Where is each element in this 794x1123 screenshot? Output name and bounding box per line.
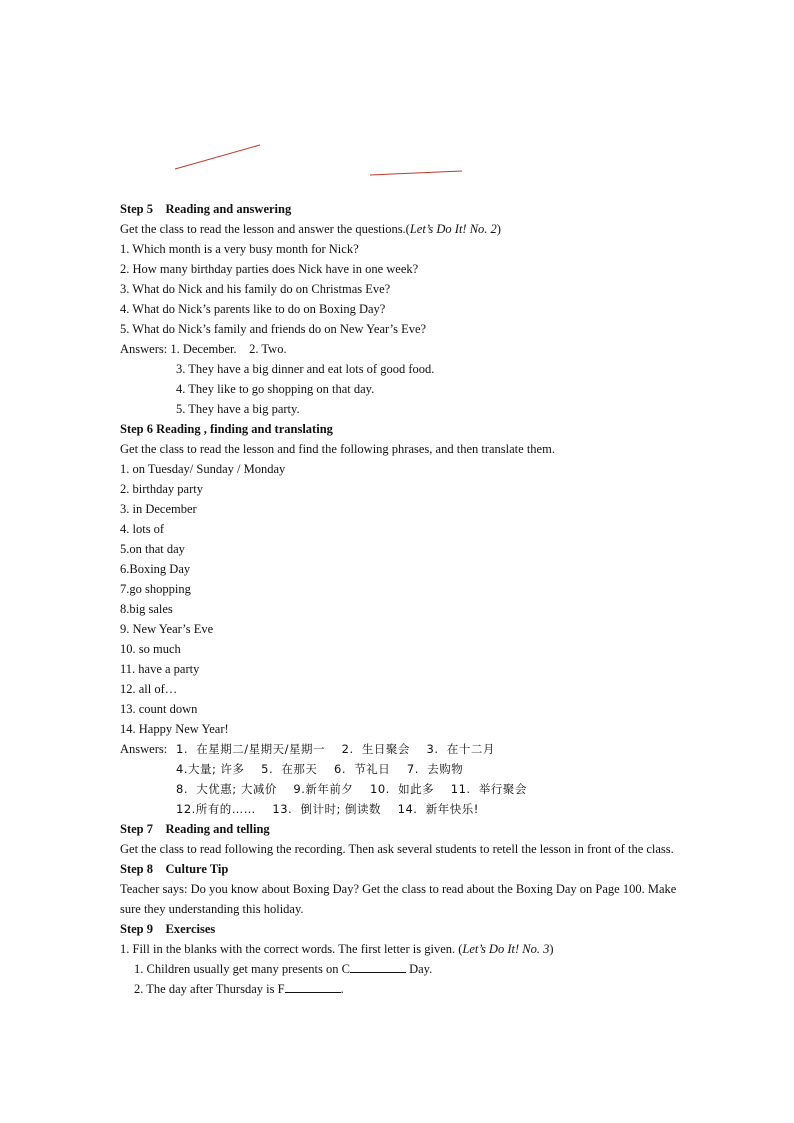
step6-phrase: 1. on Tuesday/ Sunday / Monday bbox=[120, 462, 286, 476]
step5-question: 1. Which month is a very busy month for Nick? bbox=[120, 242, 359, 256]
step8-text: Teacher says: Do you know about Boxing Day? Get the class to read about the Boxing Day on Page 100. Make sure they understanding this holiday. bbox=[120, 882, 677, 916]
step6-phrase: 13. count down bbox=[120, 702, 198, 716]
step6-phrase: 3. in December bbox=[120, 502, 197, 516]
step9-intro: 1. Fill in the blanks with the correct words. The first letter is given. (Let’s Do It! No. 3) bbox=[120, 942, 554, 956]
step6-answers-first: Answers: 1. 在星期二/星期天/星期一 2. 生日聚会 3. 在十二月 bbox=[120, 742, 495, 756]
step6-phrase: 10. so much bbox=[120, 642, 181, 656]
lesson-plan-document bbox=[120, 199, 690, 999]
step5-question: 5. What do Nick’s family and friends do on New Year’s Eve? bbox=[120, 322, 427, 336]
step6-answer: 4.大量; 许多 5. 在那天 6. 节礼日 7. 去购物 bbox=[176, 762, 464, 776]
step5-question: 2. How many birthday parties does Nick have in one week? bbox=[120, 262, 419, 276]
step5-answers-first: Answers: 1. December. 2. Two. bbox=[120, 342, 287, 356]
step6-phrase: 5.on that day bbox=[120, 542, 185, 556]
step6-phrase: 11. have a party bbox=[120, 662, 200, 676]
step6-phrase: 8.big sales bbox=[120, 602, 173, 616]
step9-item: 2. The day after Thursday is F . bbox=[120, 979, 690, 999]
step5-answer: 4. They like to go shopping on that day. bbox=[176, 382, 375, 396]
step6-phrase: 4. lots of bbox=[120, 522, 165, 536]
step5-answer: 5. They have a big party. bbox=[176, 402, 300, 416]
step5-intro: Get the class to read the lesson and answer the questions.(Let’s Do It! No. 2) bbox=[120, 222, 501, 236]
step8-heading: Step 8 Culture Tip bbox=[120, 862, 229, 876]
step7-text: Get the class to read following the recording. Then ask several students to retell the lesson in front of the class. bbox=[120, 842, 674, 856]
step5-answer: 3. They have a big dinner and eat lots of good food. bbox=[176, 362, 435, 376]
answer-blank[interactable] bbox=[350, 959, 406, 973]
step7-heading: Step 7 Reading and telling bbox=[120, 822, 270, 836]
red-pen-stroke-2 bbox=[370, 171, 462, 175]
step6-phrase: 9. New Year’s Eve bbox=[120, 622, 214, 636]
step6-phrase: 7.go shopping bbox=[120, 582, 191, 596]
step9-item: 1. Children usually get many presents on C Day. bbox=[120, 959, 690, 979]
red-pen-stroke-1 bbox=[175, 145, 260, 169]
step6-answer: 8. 大优惠; 大减价 9.新年前夕 10. 如此多 11. 举行聚会 bbox=[176, 782, 527, 796]
answer-blank[interactable] bbox=[285, 979, 341, 993]
step5-question: 3. What do Nick and his family do on Christmas Eve? bbox=[120, 282, 391, 296]
step6-phrase: 2. birthday party bbox=[120, 482, 203, 496]
step9-heading: Step 9 Exercises bbox=[120, 922, 216, 936]
step6-answer: 12.所有的…… 13. 倒计时; 倒读数 14. 新年快乐! bbox=[176, 802, 479, 816]
step6-phrase: 14. Happy New Year! bbox=[120, 722, 229, 736]
step6-phrase: 6.Boxing Day bbox=[120, 562, 191, 576]
step5-heading: Step 5 Reading and answering bbox=[120, 202, 292, 216]
step6-intro: Get the class to read the lesson and find the following phrases, and then translate them. bbox=[120, 442, 555, 456]
step6-phrase: 12. all of… bbox=[120, 682, 178, 696]
step6-heading: Step 6 Reading , finding and translating bbox=[120, 422, 333, 436]
step5-question: 4. What do Nick’s parents like to do on Boxing Day? bbox=[120, 302, 386, 316]
